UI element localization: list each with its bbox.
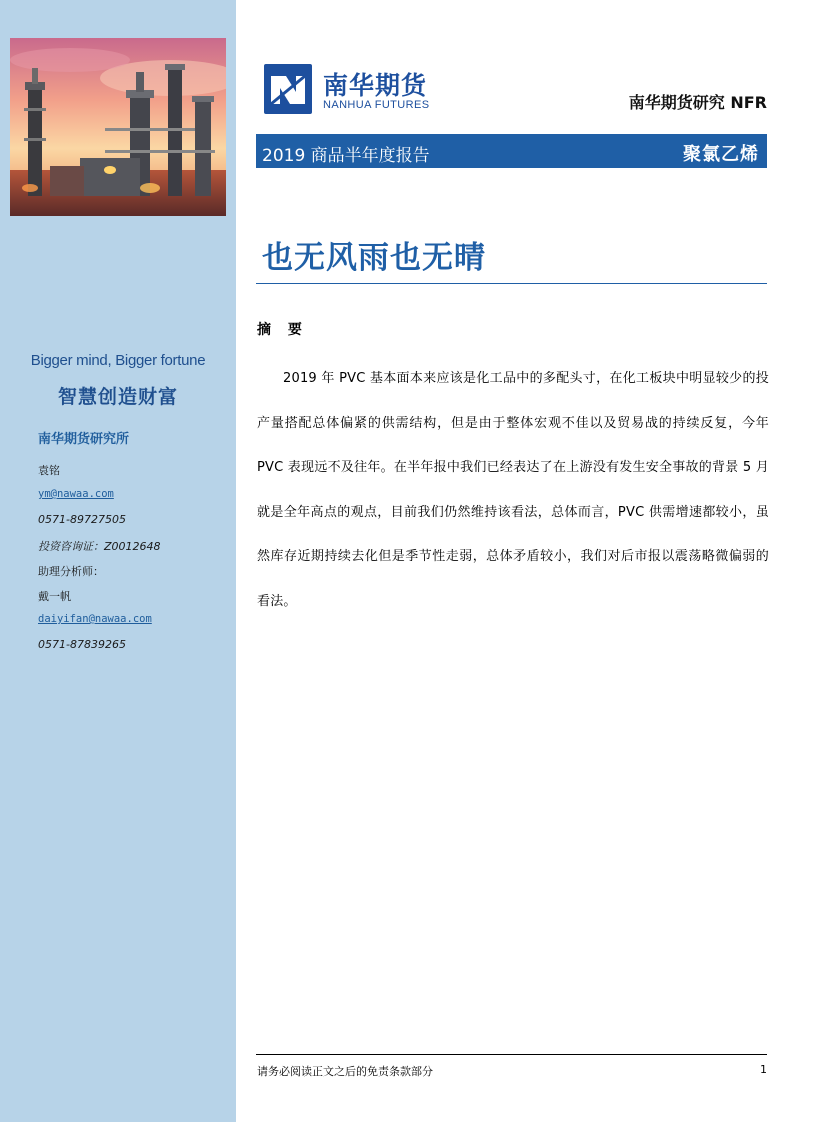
cover-photo-refinery [10, 38, 226, 216]
title-divider [256, 283, 767, 284]
nanhua-logo-icon [264, 64, 312, 114]
abstract-body: 2019 年 PVC 基本面本来应该是化工品中的多配头寸，在化工板块中明显较少的投产量搭配总体偏紧的供需结构，但是由于整体宏观不佳以及贸易战的持续反复，今年 PVC 表现远不及往年。在半年报中我们已经表达了在上游没有发生安全事故的背景 5 月就是全年高点的观点，目前我们仍然维持该看法，总体而言，PVC 供需增速都较小，虽然库存近期持续去化但是季节性走弱，总体矛盾较小，我们对后市报以震荡略微偏弱的看法。 [257, 371, 769, 609]
analyst-email-link[interactable]: ym@nawaa.com [38, 488, 114, 500]
commodity-name: 聚氯乙烯 [683, 144, 759, 165]
report-banner [256, 134, 767, 168]
report-title: 也无风雨也无晴 [262, 240, 486, 276]
disclaimer-note: 请务必阅读正文之后的免责条款部分 [257, 1065, 433, 1078]
page-number: 1 [760, 1063, 767, 1076]
analyst-name: 袁铭 [38, 464, 60, 477]
assistant-name: 戴一帆 [38, 590, 71, 603]
abstract-heading: 摘 要 [257, 322, 308, 338]
department-label: 南华期货研究 NFR [628, 93, 767, 112]
logo-text-chinese: 南华期货 [323, 71, 428, 100]
report-type: 2019 商品半年度报告 [262, 146, 430, 166]
sidebar [0, 0, 236, 1122]
analyst-license: 投资咨询证：Z0012648 [38, 540, 161, 553]
analyst-phone: 0571-89727505 [38, 513, 126, 526]
assistant-label: 助理分析师： [38, 565, 104, 578]
slogan-chinese: 智慧创造财富 [57, 386, 178, 408]
assistant-email-link[interactable]: daiyifan@nawaa.com [38, 613, 152, 625]
logo-text-english: NANHUA FUTURES [323, 99, 430, 111]
footer-divider [256, 1054, 767, 1055]
slogan-english: Bigger mind, Bigger fortune [30, 352, 206, 369]
institute-name: 南华期货研究所 [38, 432, 130, 447]
assistant-phone: 0571-87839265 [38, 638, 126, 651]
